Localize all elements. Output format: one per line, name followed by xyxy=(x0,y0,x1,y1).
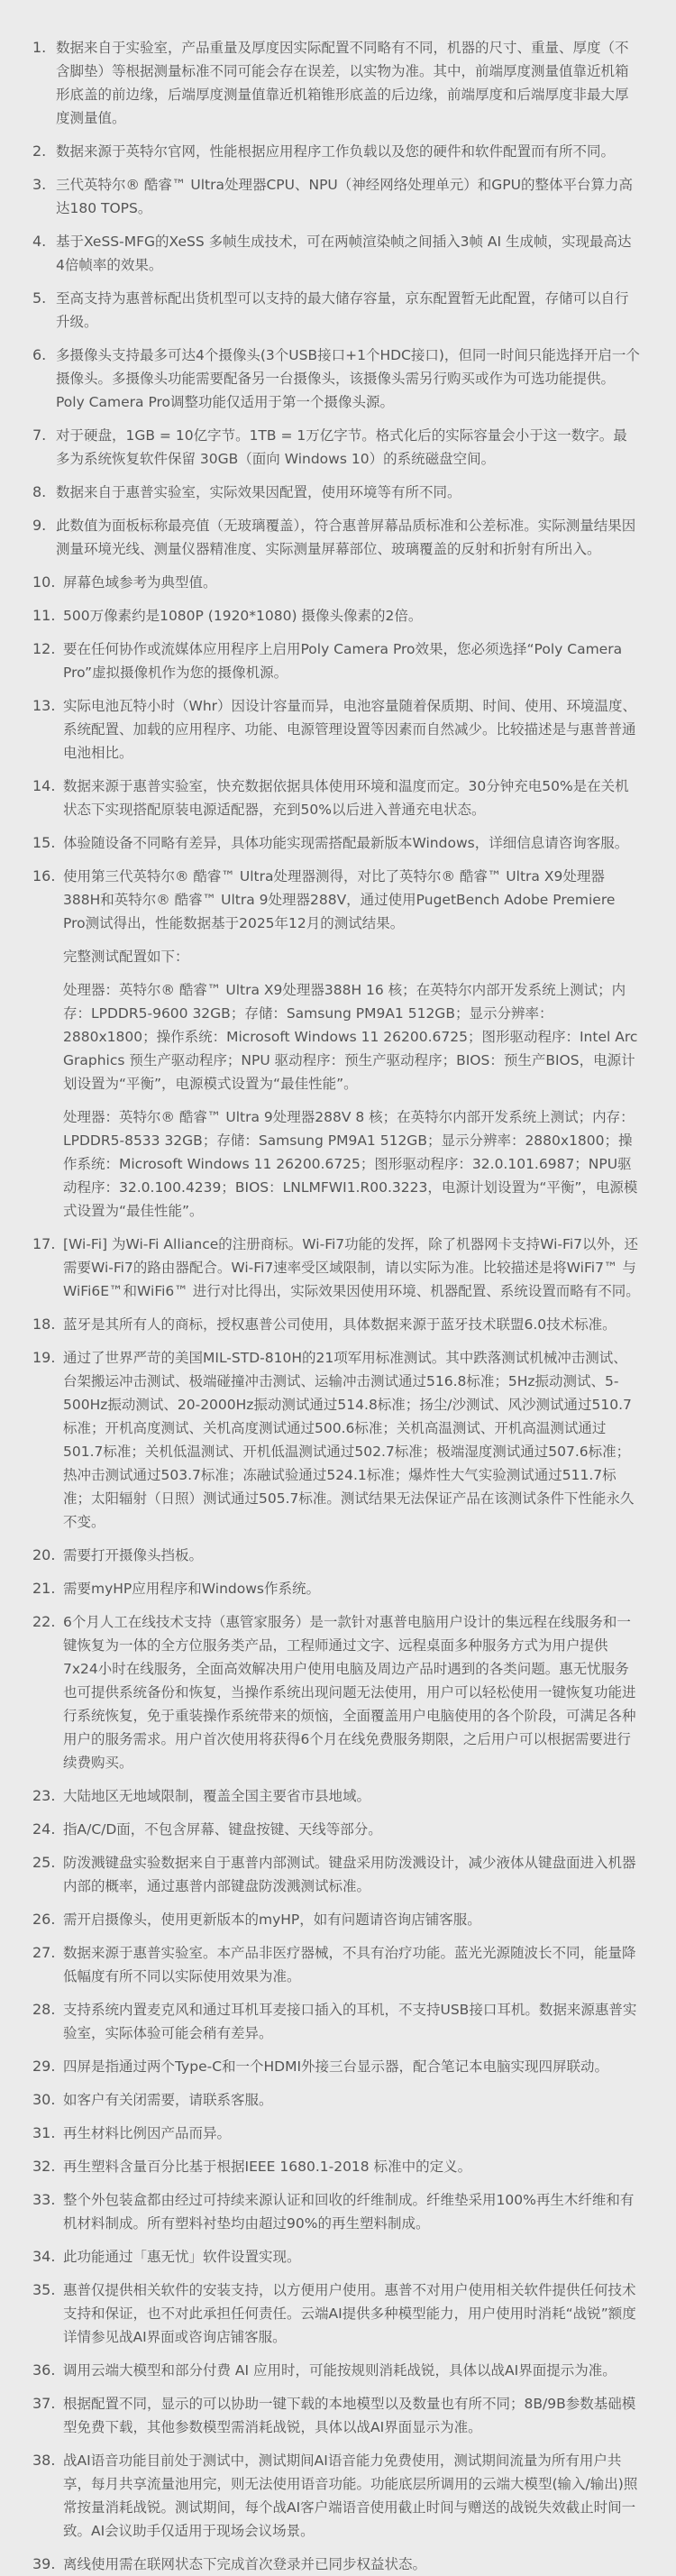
footnote-item xyxy=(32,2122,640,2145)
footnote-number: 16. xyxy=(32,867,56,885)
footnote-number: 19. xyxy=(32,1349,56,1366)
footnote-text: 500万像素约是1080P (1920*1080) 摄像头像素的2倍。 xyxy=(63,608,423,624)
footnote-body xyxy=(63,1346,640,1534)
footnote-text: 需开启摄像头，使用更新版本的myHP，如有问题请咨询店铺客服。 xyxy=(63,1911,481,1928)
footnote-text: 再生塑料含量百分比基于根据IEEE 1680.1-2018 标准中的定义。 xyxy=(63,2159,472,2175)
footnote-item xyxy=(32,2245,640,2269)
footnote-text: 蓝牙是其所有人的商标，授权惠普公司使用，具体数据来源于蓝牙技术联盟6.0技术标准。 xyxy=(63,1316,617,1333)
footnote-body xyxy=(63,1941,640,1988)
footnote-text: 指A/C/D面，不包含屏幕、键盘按键、天线等部分。 xyxy=(63,1821,382,1838)
footnote-body xyxy=(56,344,640,414)
footnote-item xyxy=(32,481,640,504)
footnote-item xyxy=(32,637,640,684)
footnote-item xyxy=(32,344,640,414)
footnote-item xyxy=(32,173,640,220)
footnote-number: 13. xyxy=(32,697,56,714)
footnote-subheading: 完整测试配置如下： xyxy=(63,949,189,965)
footnote-number: 10. xyxy=(32,573,56,591)
footnote-item xyxy=(32,1313,640,1336)
footnote-body xyxy=(56,287,640,334)
footnote-number: 9. xyxy=(32,517,47,534)
footnote-item xyxy=(32,1544,640,1567)
footnote-text: 大陆地区无地域限制，覆盖全国主要省市县地域。 xyxy=(63,1788,371,1804)
footnote-item xyxy=(32,604,640,628)
footnote-item xyxy=(32,36,640,130)
footnote-number: 37. xyxy=(32,2395,56,2412)
footnote-text: [Wi-Fi] 为Wi-Fi Alliance的注册商标。Wi-Fi7功能的发挥，除了机器网卡支持Wi-Fi7以外，还需要Wi-Fi7的路由器配合。Wi-Fi7速率受区域限制，请以实际为准。比较描述是将WiFi7™ 与WiFi6E™和WiFi6™ 进行对比得出，实际效果因使用环境、机器配置、系统设置而略有不同。 xyxy=(63,1236,640,1299)
footnote-item xyxy=(32,1818,640,1841)
footnote-item xyxy=(32,831,640,855)
footnote-body xyxy=(63,831,640,855)
footnote-number: 2. xyxy=(32,142,47,160)
footnote-text: 实际电池瓦特小时（Whr）因设计容量而异，电池容量随着保质期、时间、使用、环境温度、系统配置、加载的应用程序、功能、电源管理设置等因素而自然减少。比较描述是与惠普普通电池相比。 xyxy=(63,698,637,761)
footnote-text: 体验随设备不同略有差异，具体功能实现需搭配最新版本Windows，详细信息请咨询客服。 xyxy=(63,835,629,851)
footnote-number: 8. xyxy=(32,483,47,500)
footnote-item xyxy=(32,775,640,821)
footnote-text: 四屏是指通过两个Type-C和一个HDMI外接三台显示器，配合笔记本电脑实现四屏联动。 xyxy=(63,2058,609,2075)
footnote-number: 28. xyxy=(32,2001,56,2018)
footnote-number: 29. xyxy=(32,2058,56,2075)
footnote-item xyxy=(32,1851,640,1898)
footnote-text: 三代英特尔® 酷睿™ Ultra处理器CPU、NPU（神经网络处理单元）和GPU的整体平台算力高达180 TOPS。 xyxy=(56,177,633,216)
footnote-item xyxy=(32,571,640,594)
footnote-number: 15. xyxy=(32,834,56,851)
footnote-text: 此数值为面板标称最亮值（无玻璃覆盖），符合惠普屏幕品质标准和公差标准。实际测量结果因测量环境光线、测量仪器精准度、实际测量屏幕部位、玻璃覆盖的反射和折射有所出入。 xyxy=(56,518,636,557)
footnote-body xyxy=(56,424,640,471)
footnote-item xyxy=(32,2392,640,2439)
footnote-number: 11. xyxy=(32,607,56,624)
footnote-item xyxy=(32,2553,640,2576)
footnote-body xyxy=(63,2188,640,2235)
footnote-item xyxy=(32,1577,640,1600)
footnote-item xyxy=(32,1941,640,1988)
footnote-text: 使用第三代英特尔® 酷睿™ Ultra处理器测得，对比了英特尔® 酷睿™ Ultra X9处理器388H和英特尔® 酷睿™ Ultra 9处理器288V，通过使用PugetBench Adobe Premiere Pro测试得出，性能数据基于2025年12月的测试结果。 xyxy=(63,868,616,931)
footnote-text: 防泼溅键盘实验数据来自于惠普内部测试。键盘采用防泼溅设计，减少液体从键盘面进入机器内部的概率，通过惠普内部键盘防泼溅测试标准。 xyxy=(63,1855,636,1894)
footnote-text: 整个外包装盒都由经过可持续来源认证和回收的纤维制成。纤维垫采用100%再生木纤维和有机材料制成。所有塑料衬垫均由超过90%的再生塑料制成。 xyxy=(63,2192,635,2232)
footnote-body xyxy=(63,604,640,628)
footnote-number: 23. xyxy=(32,1787,56,1804)
footnote-item xyxy=(32,1346,640,1534)
footnote-body xyxy=(63,1998,640,2045)
footnote-number: 3. xyxy=(32,176,47,193)
footnote-body xyxy=(63,2088,640,2112)
footnote-body xyxy=(63,2245,640,2269)
footnote-body xyxy=(63,2553,640,2576)
footnote-number: 14. xyxy=(32,777,56,794)
footnote-number: 38. xyxy=(32,2452,56,2469)
footnote-body xyxy=(63,694,640,765)
footnote-item xyxy=(32,514,640,561)
footnote-text: 通过了世界严苛的美国MIL-STD-810H的21项军用标准测试。其中跌落测试机械冲击测试、台架搬运冲击测试、极端碰撞冲击测试、运输冲击测试通过516.8标准；5Hz振动测试、5-500Hz振动测试、20-2000Hz振动测试通过514.8标准；扬尘/沙测试、风沙测试通过510.7标准；开机高度测试、关机高度测试通过500.6标准；关机高温测试、开机高温测试通过501.7标准；关机低温测试、开机低温测试通过502.7标准；极端湿度测试通过507.6标准；热冲击测试通过503.7标准；冻融试验通过524.1标准；爆炸性大气实验测试通过511.7标准；太阳辐射（日照）测试通过505.7标准。测试结果无法保证产品在该测试条件下性能永久不变。 xyxy=(63,1350,635,1530)
footnote-item xyxy=(32,865,640,1223)
footnote-number: 26. xyxy=(32,1911,56,1928)
footnote-item xyxy=(32,1784,640,1808)
footnote-body xyxy=(63,571,640,594)
footnote-item xyxy=(32,2155,640,2178)
footnote-item xyxy=(32,230,640,277)
footnote-item xyxy=(32,1610,640,1774)
footnote-text: 数据来自于实验室，产品重量及厚度因实际配置不同略有不同，机器的尺寸、重量、厚度（不含脚垫）等根据测量标准不同可能会存在误差，以实物为准。其中，前端厚度测量值靠近机箱形底盖的前边缘，后端厚度测量值靠近机箱锥形底盖的后边缘，前端厚度和后端厚度非最大厚度测量值。 xyxy=(56,40,629,126)
footnote-number: 12. xyxy=(32,640,56,657)
footnote-number: 17. xyxy=(32,1235,56,1252)
footnote-number: 36. xyxy=(32,2361,56,2379)
footnote-number: 27. xyxy=(32,1944,56,1961)
footnote-item xyxy=(32,2449,640,2543)
footnote-item xyxy=(32,2359,640,2382)
footnote-text: 对于硬盘，1GB = 10亿字节。1TB = 1万亿字节。格式化后的实际容量会小于这一数字。最多为系统恢复软件保留 30GB（面向 Windows 10）的系统磁盘空间。 xyxy=(56,427,627,467)
test-config-paragraph: 处理器：英特尔® 酷睿™ Ultra 9处理器288V 8 核；在英特尔内部开发系统上测试；内存：LPDDR5-8533 32GB；存储：Samsung PM9A1 512GB；显示分辨率：2880x1800；操作系统：Microsoft Windows 11 26200.6725；图形驱动程序：32.0.101.6987；NPU驱动程序：32.0.100.4239；BIOS：LNLMFWI1.R00.3223，电源计划设置为“平衡”，电源模式设置为“最佳性能”。 xyxy=(63,1109,638,1219)
test-config-paragraph: 处理器：英特尔® 酷睿™ Ultra X9处理器388H 16 核；在英特尔内部开发系统上测试；内存：LPDDR5-9600 32GB；存储：Samsung PM9A1 512GB；显示分辨率：2880x1800；操作系统：Microsoft Windows 11 26200.6725；图形驱动程序：Intel Arc Graphics 预生产驱动程序；NPU 驱动程序：预生产驱动程序；BIOS：预生产BIOS，电源计划设置为“平衡”，电源模式设置为“最佳性能”。 xyxy=(63,982,638,1092)
footnote-text: 数据来源于英特尔官网，性能根据应用程序工作负载以及您的硬件和软件配置而有所不同。 xyxy=(56,143,616,160)
footnote-item xyxy=(32,2055,640,2078)
footnote-body xyxy=(56,514,640,561)
footnote-body xyxy=(56,230,640,277)
footnote-number: 7. xyxy=(32,426,47,444)
footnote-body xyxy=(63,2278,640,2349)
footnote-text: 数据来源于惠普实验室。本产品非医疗器械，不具有治疗功能。蓝光光源随波长不同，能量降低幅度有所不同以实际使用效果为准。 xyxy=(63,1945,636,1985)
footnote-number: 6. xyxy=(32,346,47,363)
footnote-body xyxy=(63,2155,640,2178)
footnote-item xyxy=(32,140,640,163)
footnote-body xyxy=(63,1610,640,1774)
footnote-text: 此功能通过「惠无忧」软件设置实现。 xyxy=(63,2249,301,2265)
footnote-text: 6个月人工在线技术支持（惠管家服务）是一款针对惠普电脑用户设计的集远程在线服务和一键恢复为一体的全方位服务类产品，工程师通过文字、远程桌面多种服务方式为用户提供7x24小时在线服务，全面高效解决用户使用电脑及周边产品时遇到的各类问题。惠无忧服务也可提供系统备份和恢复，当操作系统出现问题无法使用，用户可以轻松使用一键恢复功能进行系统恢复，免于重装操作系统带来的烦恼，全面覆盖用户电脑使用的各个阶段，可满足各种用户的服务需求。用户首次使用将获得6个月在线免费服务期限，之后用户可以根据需要进行续费购买。 xyxy=(63,1614,636,1771)
footnote-text: 数据来自于惠普实验室，实际效果因配置，使用环境等有所不同。 xyxy=(56,484,461,500)
footnote-number: 22. xyxy=(32,1613,56,1630)
footnote-item xyxy=(32,424,640,471)
footnote-list xyxy=(32,36,640,2576)
footnote-text: 再生材料比例因产品而异。 xyxy=(63,2125,232,2141)
footnote-text: 根据配置不同，显示的可以协助一键下载的本地模型以及数量也有所不同；8B/9B参数基础模型免费下载，其他参数模型需消耗战锐，具体以战AI界面显示为准。 xyxy=(63,2396,636,2435)
footnote-body xyxy=(56,140,640,163)
footnote-body xyxy=(63,1233,640,1303)
footnote-item xyxy=(32,2088,640,2112)
footnote-body xyxy=(63,637,640,684)
footnote-body xyxy=(63,1851,640,1898)
footnote-number: 32. xyxy=(32,2158,56,2175)
footnote-number: 18. xyxy=(32,1316,56,1333)
footnote-body xyxy=(63,1818,640,1841)
footnote-body xyxy=(63,2055,640,2078)
footnote-body xyxy=(56,36,640,130)
footnote-item xyxy=(32,2278,640,2349)
footnote-number: 31. xyxy=(32,2124,56,2141)
footnote-number: 4. xyxy=(32,233,47,250)
footnote-body xyxy=(63,1313,640,1336)
footnote-item xyxy=(32,1233,640,1303)
footnote-body xyxy=(63,1577,640,1600)
footnote-body xyxy=(56,481,640,504)
footnote-number: 20. xyxy=(32,1546,56,1563)
footnote-body xyxy=(63,1544,640,1567)
footnote-body xyxy=(63,775,640,821)
footnote-body xyxy=(63,2449,640,2543)
footnote-text: 离线使用需在联网状态下完成首次登录并已同步权益状态。 xyxy=(63,2556,427,2572)
footnote-number: 39. xyxy=(32,2555,56,2572)
footnote-body xyxy=(63,2122,640,2145)
footnote-body xyxy=(56,173,640,220)
footnote-item xyxy=(32,2188,640,2235)
footnote-number: 5. xyxy=(32,289,47,307)
footnote-text: 战AI语音功能目前处于测试中，测试期间AI语音能力免费使用，测试期间流量为所有用户共享，每月共享流量池用完，则无法使用语音功能。功能底层所调用的云端大模型(输入/输出)照常按量消耗战锐。测试期间，每个战AI客户端语音使用截止时间与赠送的战锐失效截止时间一致。AI会议助手仅适用于现场会议场景。 xyxy=(63,2452,638,2539)
footnote-number: 35. xyxy=(32,2281,56,2298)
footnote-number: 25. xyxy=(32,1854,56,1871)
footnote-text: 惠普仅提供相关软件的安装支持，以方便用户使用。惠普不对用户使用相关软件提供任何技术支持和保证，也不对此承担任何责任。云端AI提供多种模型能力，用户使用时消耗“战锐”额度详情参见战AI界面或咨询店铺客服。 xyxy=(63,2282,636,2345)
footnote-body xyxy=(63,1908,640,1931)
footnote-text: 支持系统内置麦克风和通过耳机耳麦接口插入的耳机，不支持USB接口耳机。数据来源惠普实验室，实际体验可能会稍有差异。 xyxy=(63,2002,637,2041)
footnote-number: 24. xyxy=(32,1820,56,1838)
footnote-text: 多摄像头支持最多可达4个摄像头(3个USB接口+1个HDC接口)，但同一时间只能选择开启一个摄像头。多摄像头功能需要配备另一台摄像头，该摄像头需另行购买或作为可选功能提供。Poly Camera Pro调整功能仅适用于第一个摄像头源。 xyxy=(56,347,640,410)
footnote-number: 33. xyxy=(32,2191,56,2208)
footnote-text: 至高支持为惠普标配出货机型可以支持的最大储存容量，京东配置暂无此配置，存储可以自行升级。 xyxy=(56,290,629,330)
footnote-item xyxy=(32,694,640,765)
footnote-text: 调用云端大模型和部分付费 AI 应用时，可能按规则消耗战锐，具体以战AI界面提示为准。 xyxy=(63,2362,617,2379)
footnote-text: 需要打开摄像头挡板。 xyxy=(63,1547,204,1563)
footnote-number: 21. xyxy=(32,1580,56,1597)
footnote-number: 34. xyxy=(32,2248,56,2265)
footnote-item xyxy=(32,287,640,334)
footnote-body xyxy=(63,2359,640,2382)
footnote-body xyxy=(63,865,640,1223)
footnote-number: 1. xyxy=(32,39,47,56)
footnote-text: 屏幕色域参考为典型值。 xyxy=(63,574,217,591)
footnote-text: 需要myHP应用程序和Windows作系统。 xyxy=(63,1581,320,1597)
footnote-body xyxy=(63,2392,640,2439)
footnote-number: 30. xyxy=(32,2091,56,2108)
footnote-item xyxy=(32,1908,640,1931)
footnote-body xyxy=(63,1784,640,1808)
footnote-text: 如客户有关闭需要，请联系客服。 xyxy=(63,2092,273,2108)
footnote-text: 数据来源于惠普实验室，快充数据依据具体使用环境和温度而定。30分钟充电50%是在关机状态下实现搭配原装电源适配器，充到50%以后进入普通充电状态。 xyxy=(63,778,629,818)
footnote-text: 基于XeSS-MFG的XeSS 多帧生成技术，可在两帧渲染帧之间插入3帧 AI 生成帧，实现最高达4倍帧率的效果。 xyxy=(56,234,632,273)
footnote-item xyxy=(32,1998,640,2045)
footnote-text: 要在任何协作或流媒体应用程序上启用Poly Camera Pro效果，您必须选择“Poly Camera Pro”虚拟摄像机作为您的摄像机源。 xyxy=(63,641,623,681)
